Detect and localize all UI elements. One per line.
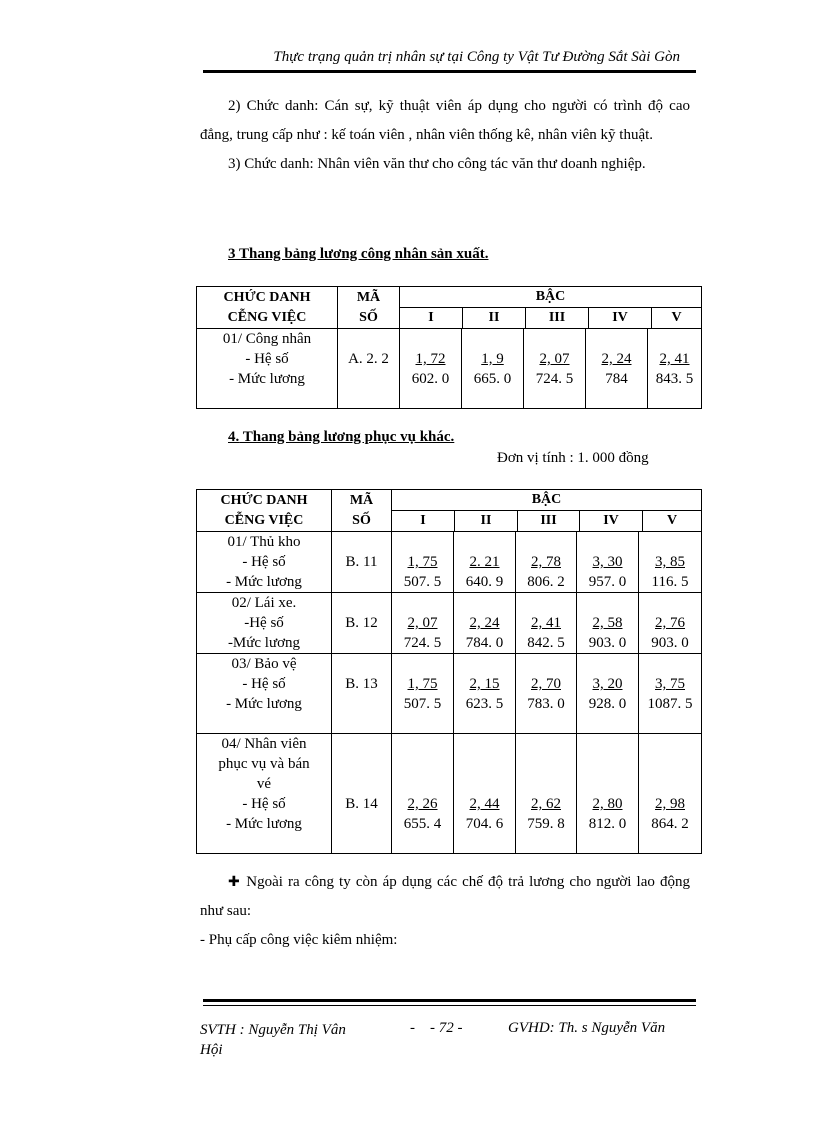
job-code-text: B. 14: [345, 796, 378, 812]
footer-student: [200, 1020, 346, 1060]
level-cell: [577, 532, 639, 593]
level-cell: [516, 654, 577, 734]
level-cell: [454, 532, 516, 593]
wage: 784: [605, 371, 628, 387]
coefficient: 2, 26: [407, 796, 438, 812]
job-title-header-line1: CHỨC DANH: [220, 492, 308, 508]
wage: 1087. 5: [647, 696, 693, 712]
job-title-header: [197, 287, 338, 329]
wage: 783. 0: [527, 696, 565, 712]
section-3-number: 3: [228, 246, 236, 262]
coefficient: 2, 98: [655, 796, 685, 812]
level-cell: [462, 329, 524, 409]
code-header: [338, 287, 400, 329]
level-header-iii: III: [518, 511, 580, 531]
wage: 864. 2: [651, 816, 689, 832]
level-cell: [454, 593, 516, 654]
coefficient: 1, 72: [415, 351, 446, 367]
level-cell: [577, 654, 639, 734]
level-cell: [586, 329, 648, 409]
level-header-ii: II: [463, 308, 526, 328]
wage: 724. 5: [403, 635, 442, 651]
level-header-iv: IV: [589, 308, 652, 328]
job-cell: [197, 654, 332, 734]
footer-rule-bottom: [203, 1005, 696, 1006]
plus-bullet-icon: ✚: [228, 874, 242, 890]
job-coef-label: - Hệ số: [242, 676, 286, 692]
wage: 665. 0: [473, 371, 512, 387]
coefficient: 2, 78: [531, 554, 561, 570]
job-wage-label: - Mức lương: [229, 371, 305, 387]
job-name: 02/ Lái xe.: [231, 595, 297, 611]
level-cell: [516, 593, 577, 654]
job-cell: [197, 734, 332, 854]
grade-header: [392, 490, 702, 532]
level-header-ii: II: [455, 511, 518, 531]
job-wage-label: - Mức lương: [226, 696, 302, 712]
service-staff-pay-table: [196, 489, 702, 854]
coefficient: 2, 41: [531, 615, 561, 631]
wage: 759. 8: [527, 816, 565, 832]
wage: 903. 0: [588, 635, 627, 651]
job-coef-label: - Hệ số: [242, 554, 286, 570]
unit-note: Đơn vị tính : 1. 000 đồng: [497, 450, 649, 466]
intro-text: [200, 92, 690, 179]
job-coef-label: -Hệ số: [244, 615, 284, 631]
level-cell: [516, 532, 577, 593]
coefficient: 2, 15: [469, 676, 500, 692]
wage: 116. 5: [651, 574, 689, 590]
coefficient: 2, 58: [592, 615, 623, 631]
grade-header-label: BẬC: [400, 287, 701, 308]
wage: 903. 0: [651, 635, 689, 651]
job-title-header-line1: CHỨC DANH: [223, 289, 311, 305]
level-cell: [392, 532, 454, 593]
coefficient: 3, 20: [592, 676, 623, 692]
job-title-header: [197, 490, 332, 532]
coefficient: 2, 41: [659, 351, 690, 367]
wage: 704. 6: [465, 816, 504, 832]
job-coef-label: - Hệ số: [245, 351, 289, 367]
level-cell: [516, 734, 577, 854]
level-cell: [392, 593, 454, 654]
job-name: 04/ Nhân viên: [221, 736, 307, 752]
level-header-i: I: [400, 308, 463, 328]
coefficient: 2, 07: [539, 351, 570, 367]
coefficient: 1, 9: [481, 351, 504, 367]
paragraph-clerk-title: 2) Chức danh: Cán sự, kỹ thuật viên áp dụng cho người có trình độ cao đẳng, trung cấp như : kế toán viên , nhân viên thống kê, nhân viên kỹ thuật.: [200, 98, 690, 143]
coefficient: 2, 62: [531, 796, 561, 812]
wage: 623. 5: [465, 696, 504, 712]
footer-student-line2: Hội: [200, 1042, 223, 1058]
footer-advisor: GVHD: Th. s Nguyễn Văn: [508, 1020, 666, 1036]
level-cell: [639, 593, 702, 654]
level-cell: [648, 329, 702, 409]
coefficient: 3, 30: [592, 554, 623, 570]
level-cell: [392, 734, 454, 854]
section-3-title: Thang bảng lương công nhân sản xuất.: [235, 246, 489, 262]
level-header-iii: III: [526, 308, 589, 328]
level-cell: [639, 532, 702, 593]
job-name: 01/ Thủ kho: [227, 534, 301, 550]
job-wage-label: - Mức lương: [226, 574, 302, 590]
coefficient: 2, 24: [601, 351, 632, 367]
job-wage-label: -Mức lương: [227, 635, 301, 651]
level-cell: [524, 329, 586, 409]
coefficient: 2, 07: [407, 615, 438, 631]
level-cell: [400, 329, 462, 409]
level-cell: [392, 654, 454, 734]
footer-rule-top: [203, 999, 696, 1002]
coefficient: 2, 80: [592, 796, 623, 812]
closing-text: [200, 868, 690, 955]
level-header-v: V: [666, 513, 678, 528]
wage: 724. 5: [535, 371, 574, 387]
job-cell: [197, 329, 338, 409]
wage: 655. 4: [403, 816, 442, 832]
job-code: [332, 654, 392, 734]
job-name: 03/ Bảo vệ: [231, 656, 297, 672]
production-worker-pay-table: [196, 286, 702, 409]
grade-header: [400, 287, 702, 329]
job-cell: [197, 593, 332, 654]
level-cell: [454, 654, 516, 734]
paragraph-other-regimes-text: Ngoài ra công ty còn áp dụng các chế độ trả lương cho người lao động như sau:: [200, 874, 691, 919]
paragraph-other-regimes: [200, 868, 690, 926]
coefficient: 1, 75: [407, 554, 438, 570]
level-header-i: I: [392, 511, 455, 531]
level-header-iv: IV: [580, 511, 643, 531]
code-header-line2: SỐ: [359, 309, 378, 325]
section-3-heading: [228, 246, 488, 263]
job-code: B. 11: [332, 532, 392, 593]
code-header: [332, 490, 392, 532]
wage: 806. 2: [527, 574, 565, 590]
job-title-header-line2: CỄNG VIỆC: [227, 309, 307, 325]
paragraph-secretary-title: 3) Chức danh: Nhân viên văn thư cho công tác văn thư doanh nghiệp.: [228, 156, 646, 172]
level-cell: [454, 734, 516, 854]
job-code-text: B. 13: [345, 676, 378, 692]
running-header-title: Thực trạng quản trị nhân sự tại Công ty Vật Tư Đường Sắt Sài Gòn: [273, 49, 680, 65]
wage: 507. 5: [403, 574, 442, 590]
code-header-line1: MÃ: [349, 492, 374, 508]
job-title-header-line2: CỄNG VIỆC: [224, 512, 304, 528]
code-header-line2: SỐ: [352, 512, 371, 528]
level-cell: [577, 593, 639, 654]
level-cell: [639, 734, 702, 854]
wage: 843. 5: [655, 371, 694, 387]
wage: 842. 5: [527, 635, 565, 651]
job-code-text: A. 2. 2: [348, 351, 389, 367]
coefficient: 3, 85: [655, 554, 685, 570]
coefficient: 2, 44: [469, 796, 500, 812]
job-name-cont: vé: [256, 776, 272, 792]
wage: 602. 0: [411, 371, 450, 387]
wage: 957. 0: [588, 574, 627, 590]
level-cell: [639, 654, 702, 734]
job-wage-label: - Mức lương: [226, 816, 302, 832]
paragraph-concurrent-allowance: - Phụ cấp công việc kiêm nhiệm:: [200, 932, 398, 948]
section-4-title: Thang bảng lương phục vụ khác.: [239, 429, 455, 445]
wage: 928. 0: [588, 696, 627, 712]
wage: 812. 0: [588, 816, 627, 832]
code-header-line1: MÃ: [356, 289, 381, 305]
grade-header-label: BẬC: [392, 490, 701, 511]
job-coef-label: - Hệ số: [242, 796, 286, 812]
coefficient: 2, 76: [655, 615, 685, 631]
coefficient: 1, 75: [407, 676, 438, 692]
coefficient: 2, 70: [531, 676, 561, 692]
section-4-number: 4.: [228, 429, 240, 445]
header-rule: [203, 70, 696, 73]
footer-page-number: - - 72 -: [410, 1020, 463, 1036]
job-cell: [197, 532, 332, 593]
coefficient: 2, 24: [469, 615, 500, 631]
wage: 784. 0: [465, 635, 504, 651]
job-name: 01/ Công nhân: [222, 331, 312, 347]
footer-student-line1: SVTH : Nguyễn Thị Vân: [200, 1022, 346, 1038]
coefficient: 3, 75: [655, 676, 685, 692]
level-header-v: V: [671, 310, 682, 325]
job-name-cont: phục vụ và bán: [218, 756, 310, 772]
wage: 640. 9: [465, 574, 504, 590]
job-code: B. 12: [332, 593, 392, 654]
job-code: [338, 329, 400, 409]
level-cell: [577, 734, 639, 854]
wage: 507. 5: [403, 696, 442, 712]
coefficient: 2. 21: [469, 554, 500, 570]
job-code: [332, 734, 392, 854]
section-4-heading: [228, 429, 454, 446]
